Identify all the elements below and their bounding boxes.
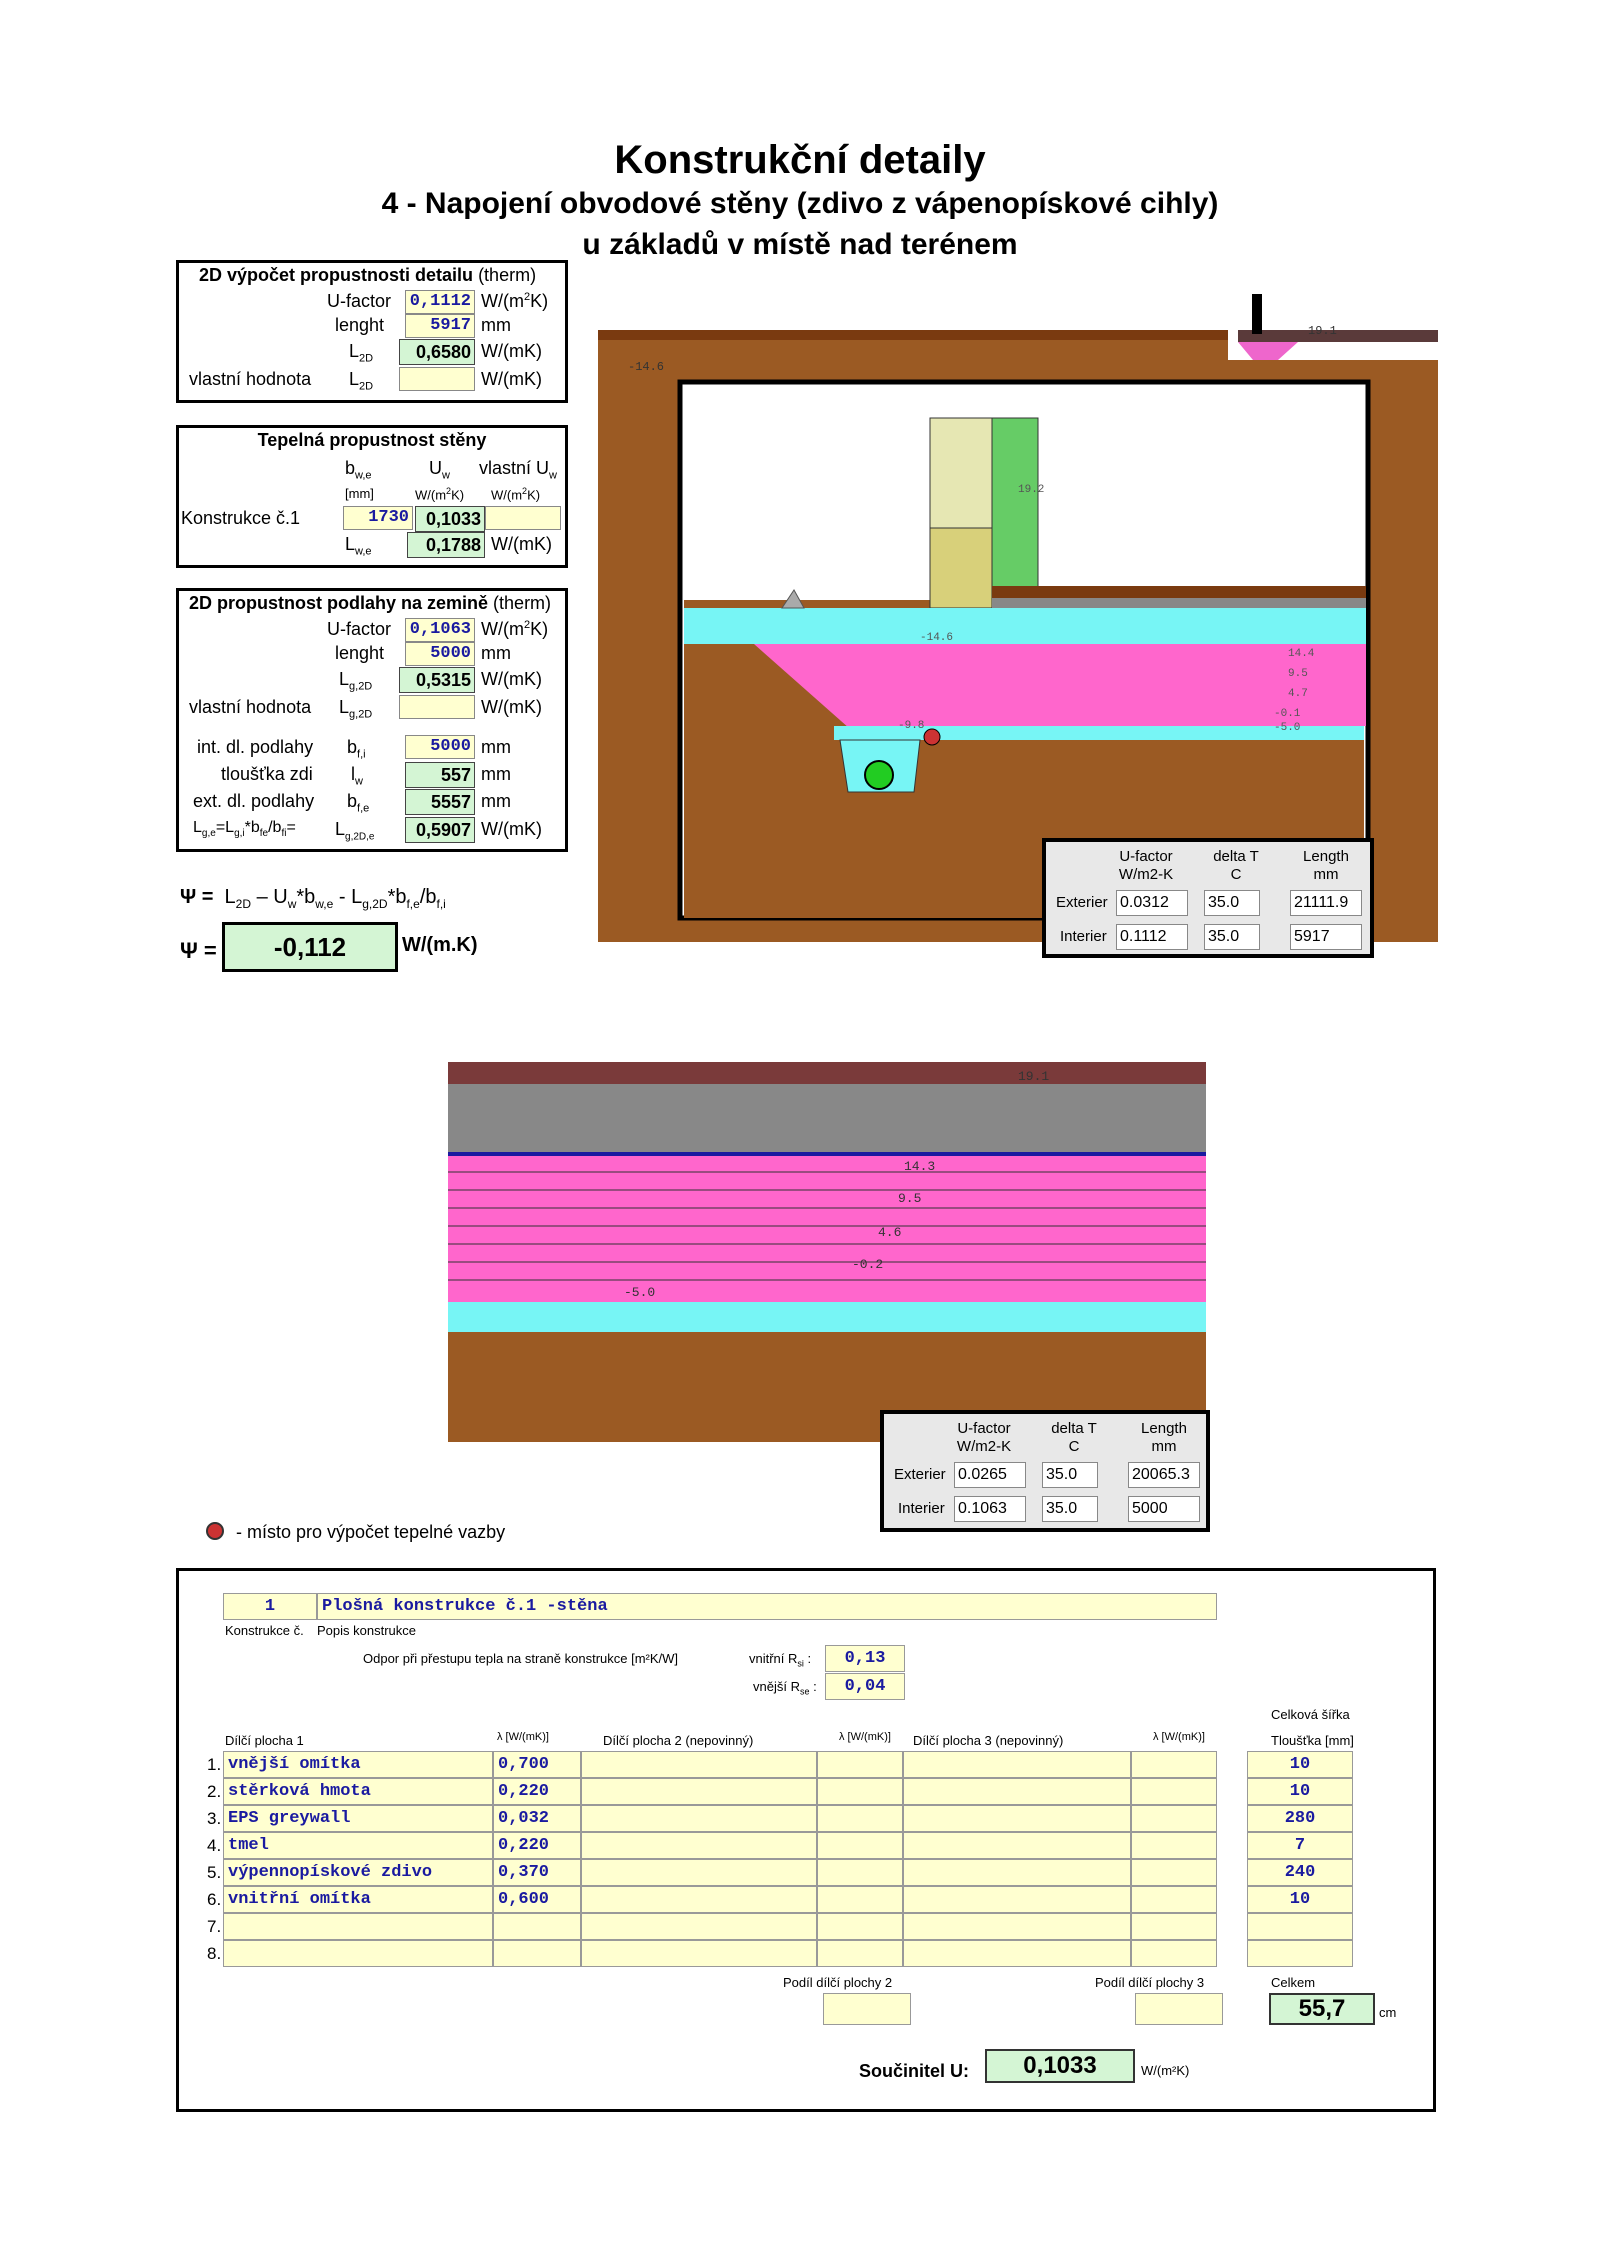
- u-factor-value[interactable]: 0,1112: [405, 290, 475, 314]
- legend1-row1-label: Exterier: [1056, 894, 1108, 911]
- uw-value: 0,1033: [415, 506, 485, 532]
- bfe-value: 5557: [405, 789, 475, 815]
- legend2-ext-dt: 35.0: [1042, 1462, 1098, 1488]
- layer-lambda[interactable]: 0,220: [493, 1778, 581, 1805]
- legend1-col3b: mm: [1313, 866, 1339, 883]
- lwe-label: $L_{w,e}$: [345, 534, 372, 558]
- floor-2d-box: [176, 588, 568, 852]
- col-plocha3: Dílčí plocha 3 (nepovinný): [913, 1733, 1064, 1748]
- lw-unit: mm: [481, 764, 511, 784]
- rse-value[interactable]: 0,04: [825, 1673, 905, 1700]
- iso-label-191-top: 19.1: [1308, 324, 1337, 338]
- calc-point-marker: [924, 729, 940, 745]
- layer-thickness[interactable]: 280: [1247, 1805, 1353, 1832]
- legend2-col2b: C: [1068, 1438, 1080, 1455]
- page-subtitle: 4 - Napojení obvodové stěny (zdivo z vápenopískové cihly): [381, 187, 1219, 220]
- legend2-row1-label: Exterier: [894, 1466, 946, 1483]
- int-floor-label: int. dl. podlahy: [197, 737, 314, 757]
- lwe-unit: W/(mK): [491, 534, 552, 554]
- popis-label: Popis konstrukce: [317, 1623, 416, 1638]
- legend1-ext-u: 0.0312: [1116, 890, 1188, 916]
- rse-label: vnější $R_{se}$ :: [753, 1679, 817, 1697]
- psi-value: -0,112: [222, 922, 398, 972]
- detail-2d-box: [176, 260, 568, 403]
- legend-box-1: [1042, 838, 1374, 958]
- ext-floor-label: ext. dl. podlahy: [193, 791, 315, 811]
- layer-thickness[interactable]: 10: [1247, 1886, 1353, 1913]
- length-label: lenght: [335, 315, 385, 335]
- construction-label: Konstrukce č.1: [181, 508, 301, 528]
- iso-label-7: -5.0: [1274, 722, 1301, 734]
- lw-sym: $l_w$: [351, 764, 363, 788]
- bfi-value[interactable]: 5000: [405, 735, 475, 759]
- layer-name[interactable]: [223, 1913, 493, 1940]
- lg2d-label: $L_{g,2D}$: [339, 669, 373, 693]
- celkem-unit: cm: [1379, 2005, 1397, 2020]
- bfe-sym: $b_{f,e}$: [347, 791, 370, 815]
- lg2d-unit: W/(mK): [481, 669, 542, 689]
- legend1-ext-len: 21111.9: [1290, 890, 1362, 916]
- page-title: Konstrukční detaily: [614, 138, 986, 182]
- lge-formula: $L_{g,e}=L_{g,i}*b_{fe}/b_{fi}=$: [193, 819, 296, 840]
- calc-point-note: - místo pro výpočet tepelné vazby: [236, 1522, 506, 1542]
- legend1-int-dt: 35.0: [1204, 924, 1260, 950]
- podil3-label: Podíl dílčí plochy 3: [1095, 1975, 1205, 1990]
- construction-name[interactable]: Plošná konstrukce č.1 -stěna: [317, 1593, 1217, 1620]
- col-plocha1: Dílčí plocha 1: [225, 1733, 304, 1748]
- lg2de-unit: W/(mK): [481, 819, 542, 839]
- odpor-label: Odpor při přestupu tepla na straně konstrukce [m²K/W]: [363, 1651, 679, 1666]
- unit-mm: [mm]: [345, 486, 374, 501]
- u-total-value: 0,1033: [985, 2049, 1135, 2083]
- own-uw-input[interactable]: [485, 506, 561, 530]
- own-unit: W/(mK): [481, 369, 542, 389]
- layer-name[interactable]: vnitřní omítka: [223, 1886, 493, 1913]
- layer-thickness[interactable]: 10: [1247, 1778, 1353, 1805]
- u-total-unit: W/(m²K): [1141, 2063, 1190, 2078]
- col-thickness: Tloušťka [mm]: [1271, 1733, 1354, 1748]
- iso-label-5: 4.7: [1288, 688, 1308, 700]
- layer-name[interactable]: stěrková hmota: [223, 1778, 493, 1805]
- legend2-int-len: 5000: [1128, 1496, 1200, 1522]
- legend2-row2-label: Interier: [898, 1500, 945, 1517]
- legend2-ext-u: 0.0265: [954, 1462, 1026, 1488]
- layer-lambda[interactable]: 0,600: [493, 1886, 581, 1913]
- legend1-col3: Length: [1303, 848, 1349, 865]
- wall-transmittance-box: [176, 425, 568, 568]
- u-total-label: Součinitel U:: [859, 2061, 970, 2081]
- iso-label-3: 14.4: [1288, 648, 1315, 660]
- own-value-input[interactable]: [399, 367, 475, 391]
- length-unit: mm: [481, 315, 511, 335]
- construction-table: [176, 1568, 1436, 2112]
- lg2de-sym: $L_{g,2D,e}$: [335, 819, 375, 843]
- floor-thermal-image: [448, 1062, 1206, 1442]
- layers-table: 1. vnější omítka 0,700 10 2. stěrková hmota 0,220 10 3. EPS greywall 0,032 280 4. tmel 0,220 7 5. výpennopískové zdivo 0,370 240 6. vnitřní omítka 0,600 10 7. 8.: [203, 1751, 1363, 1991]
- celkem-value: 55,7: [1269, 1993, 1375, 2025]
- iso-label-1: -14.6: [920, 632, 954, 644]
- rsi-label: vnitřní $R_{si}$ :: [749, 1651, 812, 1669]
- col-plocha2: Dílčí plocha 2 (nepovinný): [603, 1733, 754, 1748]
- psi-label: Ψ =: [180, 938, 217, 963]
- legend2-col1b: W/m2-K: [956, 1438, 1012, 1455]
- floor-thermal-svg: [448, 1062, 1206, 1442]
- floor-u-value[interactable]: 0,1063: [405, 618, 475, 642]
- col-lambda-1: λ [W/(mK)]: [497, 1731, 549, 1743]
- legend2-int-dt: 35.0: [1042, 1496, 1098, 1522]
- box2-title: Tepelná propustnost stěny: [257, 430, 487, 450]
- rsi-value[interactable]: 0,13: [825, 1645, 905, 1672]
- iso-label-8: -9.8: [898, 720, 925, 732]
- construction-number[interactable]: 1: [223, 1593, 317, 1620]
- box1-title: 2D výpočet propustnosti detailu: [199, 265, 474, 285]
- layer-thickness[interactable]: [1247, 1940, 1353, 1967]
- floor-iso-4: 4.6: [878, 1225, 902, 1240]
- floor-iso-5: -0.2: [852, 1257, 884, 1272]
- layer-lambda[interactable]: 0,700: [493, 1751, 581, 1778]
- calc-point-legend-icon: [206, 1522, 224, 1540]
- iso-label-4: 9.5: [1288, 668, 1308, 680]
- unit-u: $W/(m^2K)$: [415, 486, 465, 503]
- podil3-input[interactable]: [1135, 1993, 1223, 2025]
- layer-thickness[interactable]: 240: [1247, 1859, 1353, 1886]
- lg2d-value: 0,5315: [399, 667, 475, 693]
- layer-lambda[interactable]: 0,220: [493, 1832, 581, 1859]
- layer-thickness[interactable]: [1247, 1913, 1353, 1940]
- wall-thickness-label: tloušťka zdi: [221, 764, 313, 784]
- u-factor-label: U-factor: [327, 291, 392, 311]
- legend2-col3: Length: [1141, 1420, 1187, 1437]
- floor-iso-2: 14.3: [904, 1159, 936, 1174]
- floor-u-unit: $W/(m^2K)$: [481, 619, 549, 639]
- floor-length-label: lenght: [335, 643, 385, 663]
- layer-thickness[interactable]: 7: [1247, 1832, 1353, 1859]
- bwe-value[interactable]: 1730: [343, 506, 413, 530]
- legend2-col1: U-factor: [957, 1420, 1011, 1437]
- unit-own-u: $W/(m^2K)$: [491, 486, 541, 503]
- layer-name[interactable]: výpennopískové zdivo: [223, 1859, 493, 1886]
- lg2de-value: 0,5907: [405, 817, 475, 843]
- bfi-unit: mm: [481, 737, 511, 757]
- legend1-col1b: W/m2-K: [1118, 866, 1174, 883]
- col-own-header: vlastní $U_w$: [479, 458, 557, 482]
- lw-value: 557: [405, 762, 475, 788]
- legend2-ext-len: 20065.3: [1128, 1462, 1200, 1488]
- box3-title: 2D propustnost podlahy na zemině: [189, 593, 489, 613]
- floor-u-label: U-factor: [327, 619, 392, 639]
- legend2-int-u: 0.1063: [954, 1496, 1026, 1522]
- box1-title-suffix: (therm): [478, 265, 537, 285]
- legend1-int-len: 5917: [1290, 924, 1362, 950]
- floor-own-label: vlastní hodnota: [189, 697, 312, 717]
- col-lambda-3: λ [W/(mK)]: [1153, 1731, 1205, 1743]
- layer-name[interactable]: [223, 1940, 493, 1967]
- legend1-col1: U-factor: [1119, 848, 1173, 865]
- layer-lambda[interactable]: 0,032: [493, 1805, 581, 1832]
- own-value-label: vlastní hodnota: [189, 369, 312, 389]
- lwe-value: 0,1788: [407, 532, 485, 558]
- floor-iso-6: -5.0: [624, 1285, 656, 1300]
- layer-name[interactable]: vnější omítka: [223, 1751, 493, 1778]
- legend1-col2: delta T: [1213, 848, 1259, 865]
- l2d-unit: W/(mK): [481, 341, 542, 361]
- box3-title-suffix: (therm): [493, 593, 552, 613]
- legend1-col2b: C: [1230, 866, 1242, 883]
- length-value[interactable]: 5917: [405, 314, 475, 338]
- layer-thickness[interactable]: 10: [1247, 1751, 1353, 1778]
- floor-iso-1: 19.1: [1018, 1069, 1050, 1084]
- col-u-header: $U_w$: [429, 458, 450, 482]
- legend1-int-u: 0.1112: [1116, 924, 1188, 950]
- drain-pipe: [865, 761, 893, 789]
- iso-label-6: -0.1: [1274, 708, 1301, 720]
- layer-name[interactable]: EPS greywall: [223, 1805, 493, 1832]
- layer-lambda[interactable]: [493, 1913, 581, 1940]
- floor-own-input[interactable]: [399, 695, 475, 719]
- legend1-row2-label: Interier: [1060, 928, 1107, 945]
- layer-lambda[interactable]: [493, 1940, 581, 1967]
- col-lambda-2: λ [W/(mK)]: [839, 1731, 891, 1743]
- floor-length-unit: mm: [481, 643, 511, 663]
- l2d-label: $L_{2D}$: [349, 341, 374, 365]
- psi-formula: $\Psi = L_{2D} - U_w*b_{w,e} - L_{g,2D}*b_{f,e}/b_{f,i}$: [180, 886, 446, 911]
- l2d-value: 0,6580: [399, 339, 475, 365]
- lg2d-label-2: $L_{g,2D}$: [339, 697, 373, 721]
- bfe-unit: mm: [481, 791, 511, 811]
- l2d-label-2: $L_{2D}$: [349, 369, 374, 393]
- legend2-col3b: mm: [1151, 1438, 1177, 1455]
- floor-length-value[interactable]: 5000: [405, 642, 475, 666]
- floor-iso-3: 9.5: [898, 1191, 922, 1206]
- celkem-label: Celkem: [1271, 1975, 1316, 1990]
- legend2-col2: delta T: [1051, 1420, 1097, 1437]
- layer-lambda[interactable]: 0,370: [493, 1859, 581, 1886]
- iso-label-146-top: -14.6: [628, 360, 665, 374]
- podil2-label: Podíl dílčí plochy 2: [783, 1975, 893, 1990]
- podil2-input[interactable]: [823, 1993, 911, 2025]
- legend1-ext-dt: 35.0: [1204, 890, 1260, 916]
- floor-own-unit: W/(mK): [481, 697, 542, 717]
- layer-name[interactable]: tmel: [223, 1832, 493, 1859]
- u-unit: $W/(m^2K)$: [481, 291, 549, 311]
- psi-unit: W/(m.K): [402, 934, 478, 956]
- konst-label: Konstrukce č.: [225, 1623, 304, 1638]
- total-width-label: Celková šířka: [1271, 1707, 1350, 1722]
- col-b-header: $b_{w,e}$: [345, 458, 372, 482]
- page-subtitle-2: u základů v místě nad terénem: [582, 228, 1018, 261]
- bfi-sym: $b_{f,i}$: [347, 737, 366, 761]
- legend-box-2: [880, 1410, 1210, 1532]
- iso-label-2: 19.2: [1018, 484, 1045, 496]
